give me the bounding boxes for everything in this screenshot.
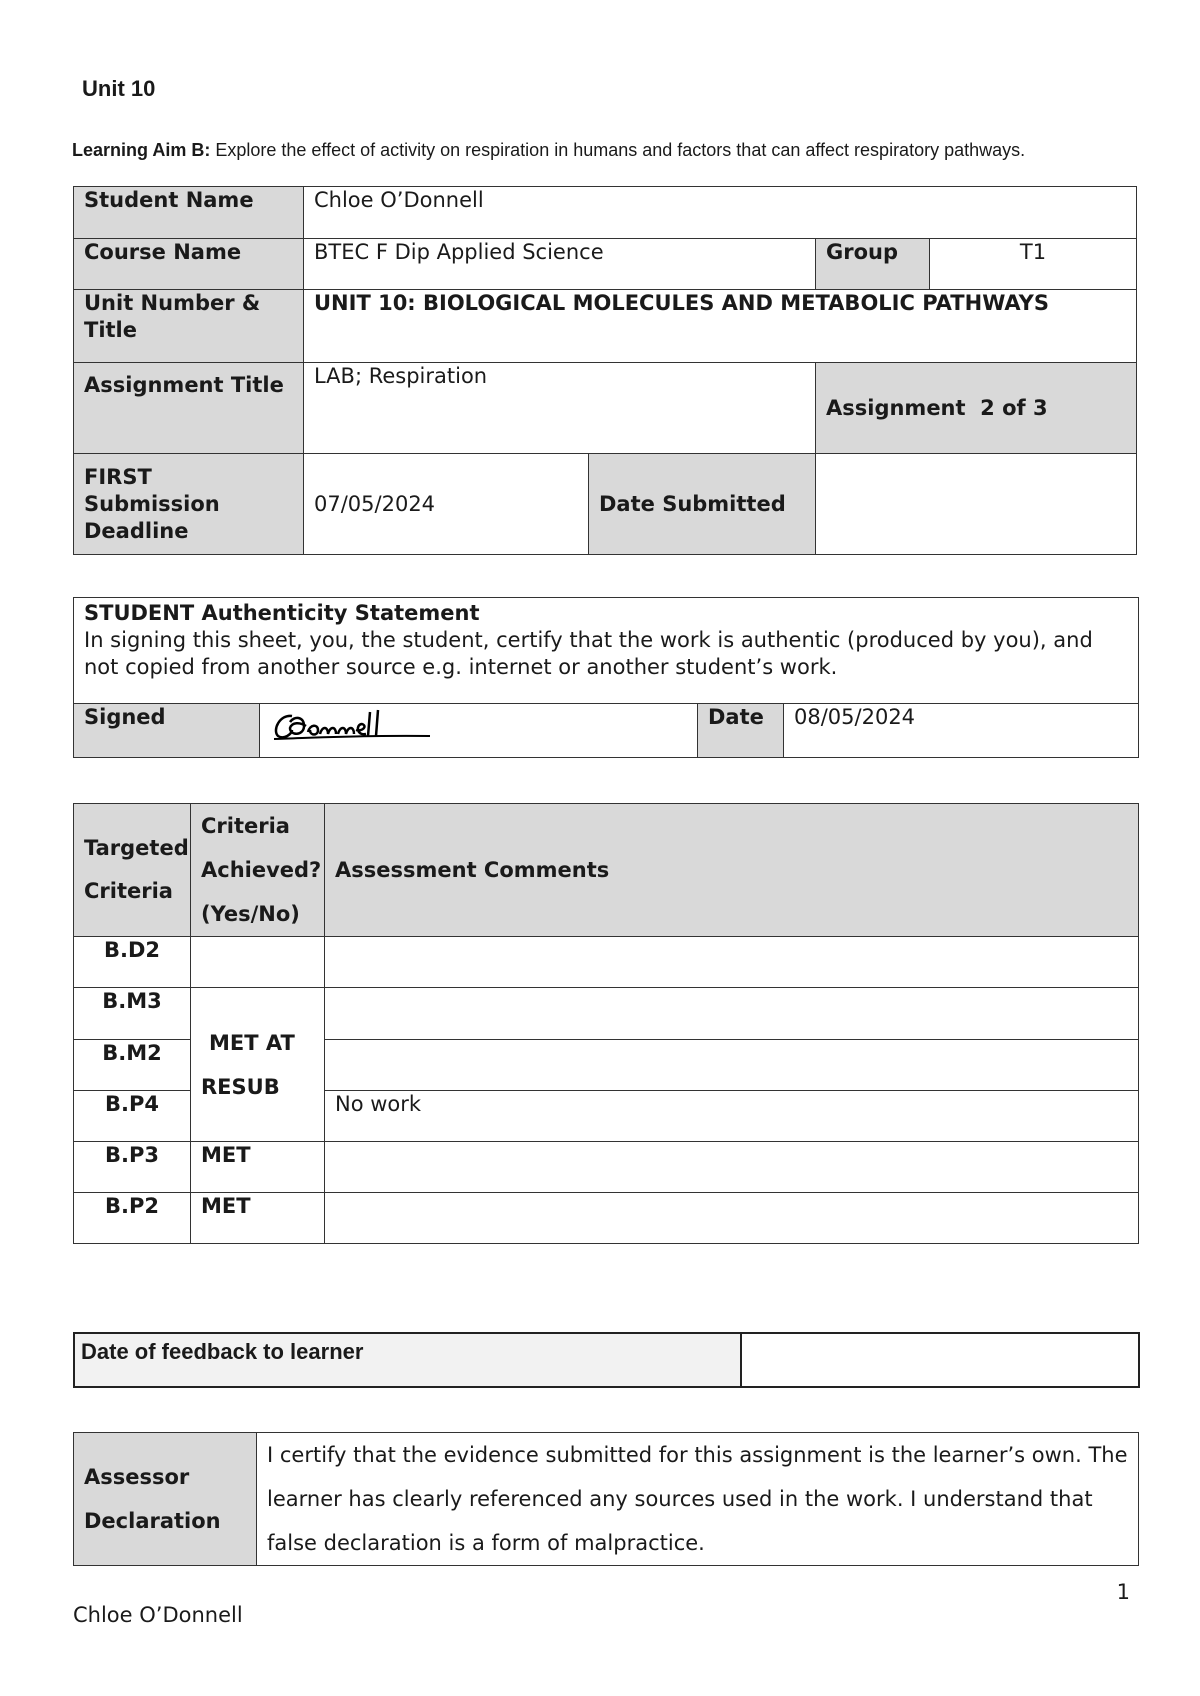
criteria-code: B.P3 bbox=[74, 1142, 191, 1193]
group-value: T1 bbox=[930, 239, 1137, 290]
criteria-comment bbox=[325, 1040, 1139, 1091]
authenticity-statement bbox=[74, 598, 1139, 704]
criteria-achieved: MET bbox=[191, 1142, 325, 1193]
date-label: Date bbox=[698, 704, 784, 758]
date-submitted-label: Date Submitted bbox=[589, 454, 816, 555]
assignment-title-label: Assignment Title bbox=[74, 363, 304, 454]
student-name-value: Chloe O’Donnell bbox=[304, 187, 1137, 239]
authenticity-text: In signing this sheet, you, the student, certify that the work is authentic (produced by you), and not copied from another source e.g. internet or another student’s work. bbox=[84, 628, 1093, 679]
assessor-declaration-label: Assessor Declaration bbox=[74, 1433, 257, 1566]
criteria-comment bbox=[325, 1142, 1139, 1193]
achieved-line-2: RESUB bbox=[201, 1074, 280, 1099]
deadline-label: FIRST Submission Deadline bbox=[74, 454, 304, 555]
criteria-achieved-merged bbox=[191, 988, 325, 1142]
criteria-comment bbox=[325, 1193, 1139, 1244]
criteria-comment: No work bbox=[325, 1091, 1139, 1142]
achieved-line-1: MET AT bbox=[209, 1030, 295, 1055]
footer-name: Chloe O’Donnell bbox=[73, 1603, 243, 1627]
unit-title: Unit 10 bbox=[82, 76, 156, 101]
feedback-table bbox=[73, 1332, 1140, 1388]
deadline-value: 07/05/2024 bbox=[304, 454, 589, 555]
signature-image bbox=[270, 708, 440, 744]
unit-value: UNIT 10: BIOLOGICAL MOLECULES AND METABOLIC PATHWAYS bbox=[304, 290, 1137, 363]
criteria-code: B.M3 bbox=[74, 988, 191, 1040]
learning-aim-label: Learning Aim B: bbox=[72, 140, 211, 160]
page-number: 1 bbox=[1116, 1580, 1130, 1604]
table-row bbox=[74, 937, 1139, 988]
course-name-label: Course Name bbox=[74, 239, 304, 290]
course-name-value: BTEC F Dip Applied Science bbox=[304, 239, 816, 290]
signature-cell bbox=[260, 704, 698, 758]
date-submitted-value bbox=[816, 454, 1137, 555]
criteria-code: B.M2 bbox=[74, 1040, 191, 1091]
criteria-code: B.P2 bbox=[74, 1193, 191, 1244]
learning-aim bbox=[72, 136, 1152, 164]
criteria-comment bbox=[325, 937, 1139, 988]
learning-aim-text: Explore the effect of activity on respiration in humans and factors that can affect respiratory pathways. bbox=[215, 140, 1026, 160]
table-row bbox=[74, 988, 1139, 1040]
signed-label: Signed bbox=[74, 704, 260, 758]
criteria-achieved-header: Criteria Achieved? (Yes/No) bbox=[191, 804, 325, 937]
date-value: 08/05/2024 bbox=[784, 704, 1139, 758]
group-label: Group bbox=[816, 239, 930, 290]
criteria-code: B.P4 bbox=[74, 1091, 191, 1142]
criteria-comment bbox=[325, 988, 1139, 1040]
assignment-number: Assignment 2 of 3 bbox=[816, 363, 1137, 454]
criteria-achieved bbox=[191, 937, 325, 988]
criteria-table bbox=[73, 803, 1139, 1244]
criteria-code: B.D2 bbox=[74, 937, 191, 988]
authenticity-heading: STUDENT Authenticity Statement bbox=[84, 601, 480, 625]
feedback-date-value bbox=[741, 1333, 1139, 1387]
declaration-table bbox=[73, 1432, 1139, 1566]
table-row bbox=[74, 1193, 1139, 1244]
criteria-achieved: MET bbox=[191, 1193, 325, 1244]
assignment-info-table bbox=[73, 186, 1137, 555]
feedback-date-label: Date of feedback to learner bbox=[74, 1333, 741, 1387]
assessor-declaration-text: I certify that the evidence submitted for this assignment is the learner’s own. The learner has clearly referenced any sources used in the work. I understand that false declaration is a form of malpractice. bbox=[257, 1433, 1139, 1566]
student-name-label: Student Name bbox=[74, 187, 304, 239]
unit-label: Unit Number & Title bbox=[74, 290, 304, 363]
targeted-criteria-header: Targeted Criteria bbox=[74, 804, 191, 937]
assignment-title-value: LAB; Respiration bbox=[304, 363, 816, 454]
assessment-comments-header: Assessment Comments bbox=[325, 804, 1139, 937]
table-row bbox=[74, 1142, 1139, 1193]
authenticity-table bbox=[73, 597, 1139, 758]
